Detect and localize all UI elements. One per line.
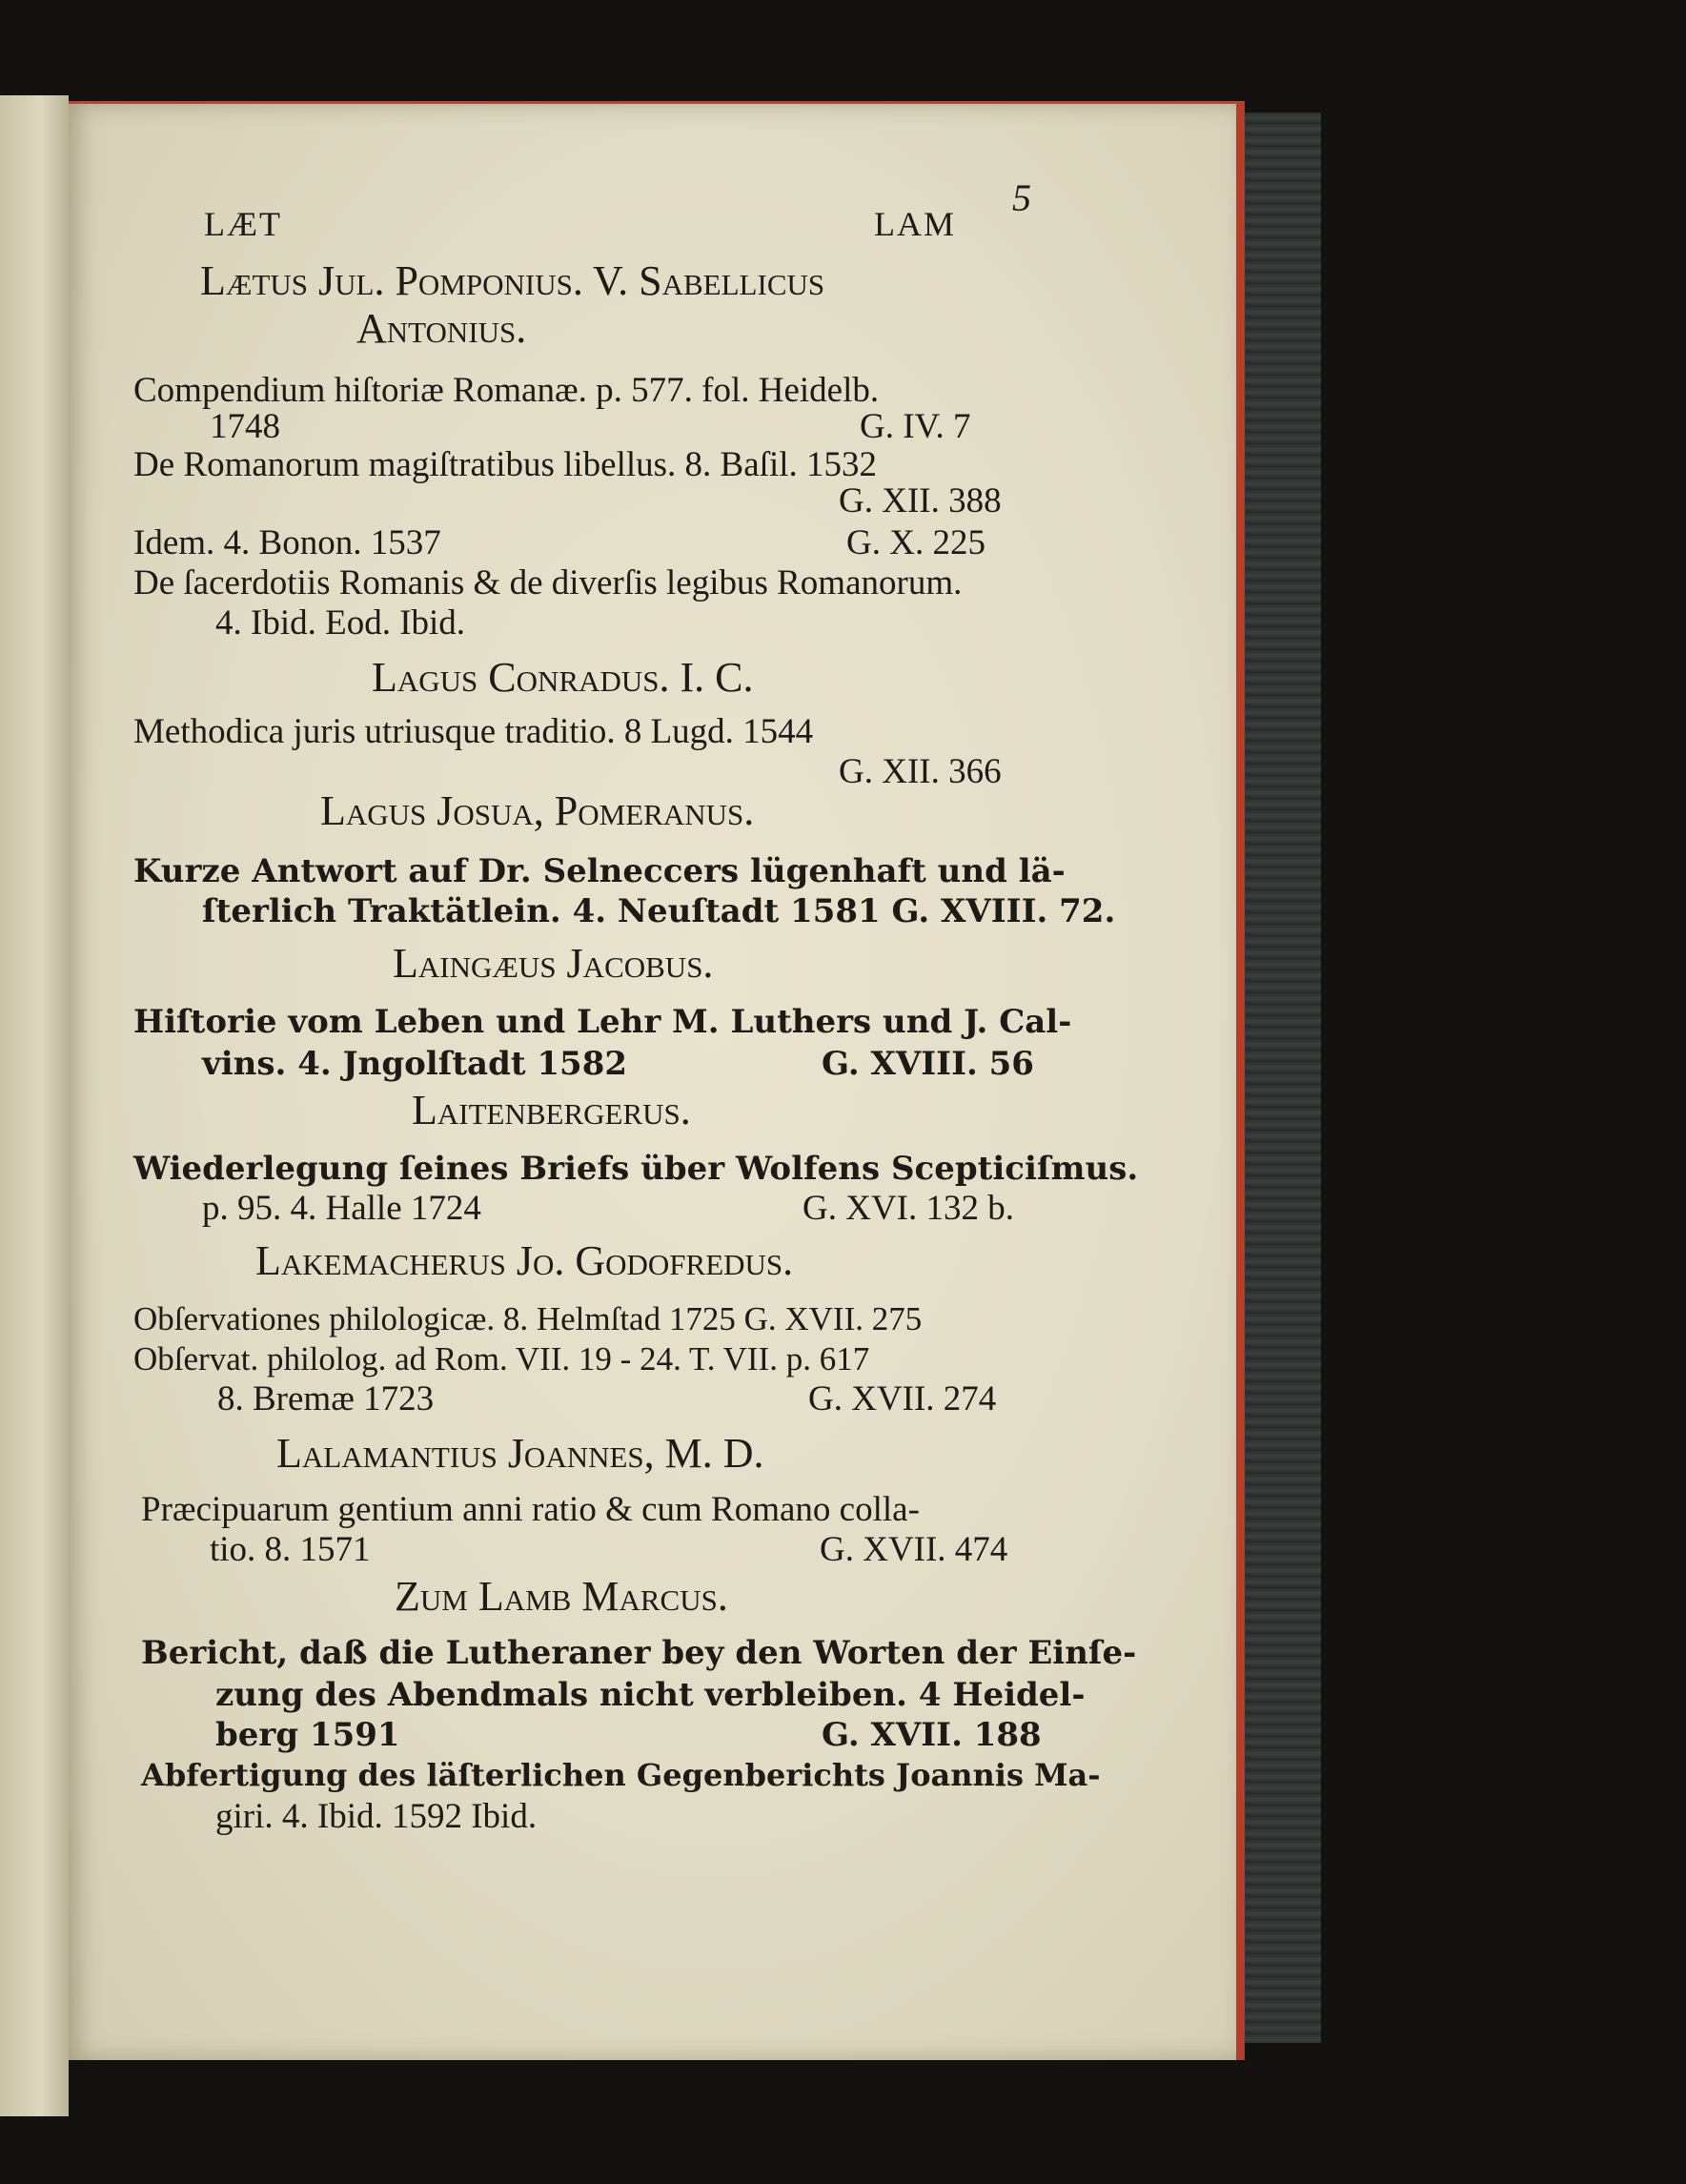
entry-line: Obſervat. philolog. ad Rom. VII. 19 - 24. T. VII. p. 617 — [133, 1340, 870, 1378]
shelf-mark: G. XVII. 274 — [808, 1379, 997, 1419]
entry-line: Kurze Antwort auf Dr. Selneccers lügenhaft und lä- — [133, 852, 1066, 890]
entry-line: Compendium hiſtoriæ Romanæ. p. 577. fol. Heidelb. — [133, 371, 880, 410]
entry-heading: Lætus Jul. Pomponius. V. Sabellicus — [200, 257, 825, 304]
shelf-mark: G. XVII. 188 — [822, 1716, 1042, 1754]
entry-heading: Lagus Conradus. I. C. — [372, 654, 754, 701]
entry-heading-cont: Antonius. — [356, 305, 527, 352]
entry-line: berg 1591 — [215, 1716, 400, 1754]
entry-heading: Laitenbergerus. — [412, 1087, 691, 1133]
entry-line: 8. Bremæ 1723 — [217, 1379, 435, 1419]
entry-line: Methodica juris utriusque traditio. 8 Lugd. 1544 — [133, 712, 814, 751]
entry-line: Bericht, daß die Lutheraner bey den Worten der Einſe- — [141, 1634, 1137, 1672]
running-header-right: LAM — [874, 205, 956, 243]
entry-heading: Zum Lamb Marcus. — [395, 1573, 728, 1620]
entry-line: 1748 — [210, 407, 280, 446]
entry-line: 4. Ibid. Eod. Ibid. — [215, 603, 466, 643]
entry-line: tio. 8. 1571 — [210, 1530, 371, 1569]
entry-line: Wiederlegung ſeines Briefs über Wolfens Scepticiſmus. — [133, 1150, 1139, 1188]
shelf-mark: G. X. 225 — [846, 523, 985, 562]
entry-line: De Romanorum magiſtratibus libellus. 8. Baſil. 1532 — [133, 445, 877, 484]
entry-line: p. 95. 4. Halle 1724 — [202, 1189, 481, 1228]
entry-line: De ſacerdotiis Romanis & de diverſis legibus Romanorum. — [133, 563, 963, 602]
entry-line: Præcipuarum gentium anni ratio & cum Romano colla- — [141, 1490, 920, 1529]
facing-page-marks — [0, 229, 13, 1802]
entry-heading: Laingæus Jacobus. — [393, 940, 714, 987]
shelf-mark: G. XII. 366 — [839, 752, 1002, 791]
shelf-mark: G. XVIII. 56 — [822, 1045, 1034, 1083]
entry-line: Hiſtorie vom Leben und Lehr M. Luthers und J. Cal- — [133, 1003, 1072, 1041]
entry-heading: Lalamantius Joannes, M. D. — [276, 1430, 764, 1477]
entry-line: Idem. 4. Bonon. 1537 — [133, 523, 441, 562]
running-header-left: LÆT — [204, 205, 282, 243]
entry-line: Abfertigung des läſterlichen Gegenberichts Joannis Ma- — [141, 1757, 1101, 1793]
entry-line: giri. 4. Ibid. 1592 Ibid. — [215, 1797, 538, 1836]
entry-line: ſterlich Traktätlein. 4. Neuſtadt 1581 G. XVIII. 72. — [202, 892, 1116, 930]
shelf-mark: G. IV. 7 — [860, 407, 971, 446]
shelf-mark: G. XVII. 474 — [820, 1530, 1008, 1569]
entry-line: Obſervationes philologicæ. 8. Helmſtad 1725 G. XVII. 275 — [133, 1300, 923, 1337]
page-number: 5 — [1012, 176, 1031, 219]
shelf-mark: G. XII. 388 — [839, 481, 1002, 520]
shelf-mark: G. XVI. 132 b. — [802, 1189, 1014, 1228]
book-spine — [1231, 112, 1321, 2043]
entry-line: vins. 4. Jngolſtadt 1582 — [202, 1045, 628, 1083]
entry-line: zung des Abendmals nicht verbleiben. 4 Heidel- — [215, 1676, 1086, 1714]
entry-heading: Lagus Joſua, Pomeranus. — [320, 787, 755, 834]
entry-heading: Lakemacherus Jo. Godofredus. — [255, 1237, 794, 1284]
